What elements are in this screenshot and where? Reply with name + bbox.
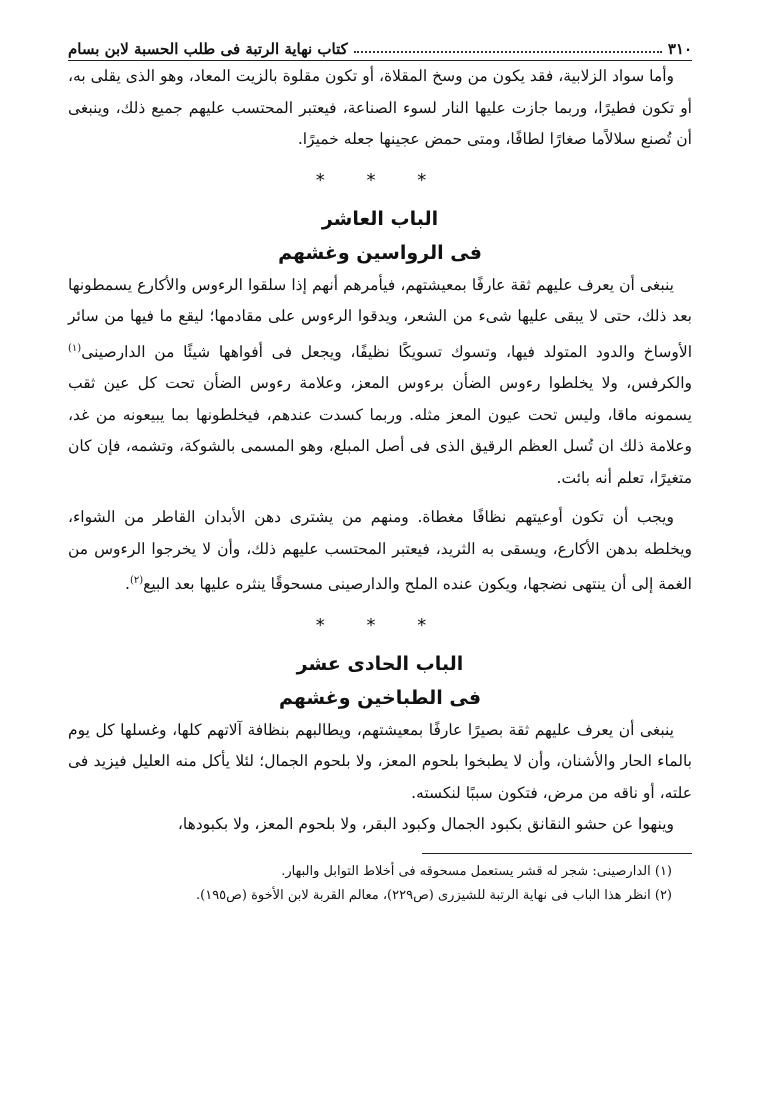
- footnote-ref-2: (٢): [129, 575, 144, 587]
- section-divider: * * *: [315, 169, 445, 191]
- paragraph-text: ويجب أن تكون أوعيتهم نظافًا مغطاة. ومنهم من يشترى دهن الأبدان القاطر من الشواء، ويخلطه بدهن الأكارع، ويسقى به الثريد، فيعتبر المحتسب عليهم ذلك، وأن لا يخرجوا الرءوس من الغمة إلى أن ينتهى نضجها، ويكون عنده الملح والدارصينى مسحوقًا ينثره عليها بعد البيع: [68, 508, 692, 594]
- paragraph-text: والكرفس، ولا يخلطوا رءوس الضأن برءوس المعز، وعلامة رءوس الضأن تحت كل عين ثقب يسمونه ماقا، وليس تحت عيون المعز مثله. وربما كسدت عندهم، فيخلطونها بما يبيعونه من غد، وعلامة ذلك ان تُسل العظم الرقيق الذى فى أصل المبلع، وهو المسمى بالشوكة، وتشمه، فإن كان متغيرًا، تعلم أنه بائت.: [68, 374, 692, 487]
- section-11-paragraph-2: وينهوا عن حشو النقانق بكبود الجمال وكبود البقر، ولا بلحوم المعز، ولا بكبودها،: [177, 815, 674, 834]
- section-10-paragraph-1: [68, 270, 692, 495]
- footnote-rule: [422, 853, 692, 854]
- book-title: كتاب نهاية الرتبة فى طلب الحسبة لابن بسام: [68, 40, 348, 58]
- book-page: [68, 36, 692, 908]
- footnote-2: (٢) انظر هذا الباب فى نهاية الرتبة للشيزرى (ص٢٢٩)، معالم القربة لابن الأخوة (ص١٩٥).: [196, 887, 672, 903]
- paragraph-text: .: [125, 575, 130, 594]
- paragraph-text: ينبغى أن يعرف عليهم ثقة عارفًا بمعيشتهم، فيأمرهم أنهم إذا سلقوا الرءوس والأكارع يسمطونها بعد ذلك، حتى لا يبقى عليها شىء من الشعر، ويدقوا الرءوس على مقادمها؛ ليقع ما فيها من سائر الأوساخ والدود المتولد فيها، وتسوك تسويكًا نظيفًا، ويجعل فى أفواهها شيئًا من الدارصينى: [68, 275, 692, 361]
- section-10-paragraph-2: [68, 502, 692, 601]
- footnotes: [68, 860, 692, 908]
- section-10-title: الباب العاشر: [321, 207, 439, 230]
- header-leader-dots: [354, 51, 662, 53]
- section-11-title: الباب الحادى عشر: [296, 652, 464, 675]
- intro-paragraph: وأما سواد الزلابية، فقد يكون من وسخ المقلاة، أو تكون مقلوة بالزيت المعاد، وهو الذى يقلى به، أو تكون فطيرًا، وربما جازت عليها النار لسوء الصناعة، فيعتبر المحتسب عليهم جميع ذلك، وينبغى أن تُصنع سلالاًما صغارًا لطافًا، ومتى حمض عجينها جعله خميرًا.: [68, 67, 692, 148]
- section-10: [68, 202, 692, 601]
- section-11: [68, 647, 692, 841]
- section-11-paragraph-1: ينبغى أن يعرف عليهم ثقة بصيرًا عارفًا بمعيشتهم، ويطالبهم بنظافة آلاتهم كلها، وغسلها كل يوم بالماء الحار والأشنان، وأن لا يطبخوا بلحوم المعز، ولا بلحوم الجمال؛ لئلا يأكل منه العليل فيزيد فى علته، أو ناقه من مرض، فتكون سببًا لنكسته.: [68, 720, 692, 802]
- section-divider: * * *: [315, 614, 445, 636]
- footnote-ref-1: (١): [68, 342, 82, 354]
- section-10-subtitle: فى الرواسين وغشهم: [278, 241, 482, 264]
- footnote-1: (١) الدارصينى: شجر له قشر يستعمل مسحوقه فى أخلاط التوابل والبهار.: [281, 863, 672, 879]
- page-header: [68, 36, 692, 61]
- section-11-subtitle: فى الطباخين وغشهم: [278, 686, 482, 709]
- page-number: ٣١٠: [667, 40, 692, 58]
